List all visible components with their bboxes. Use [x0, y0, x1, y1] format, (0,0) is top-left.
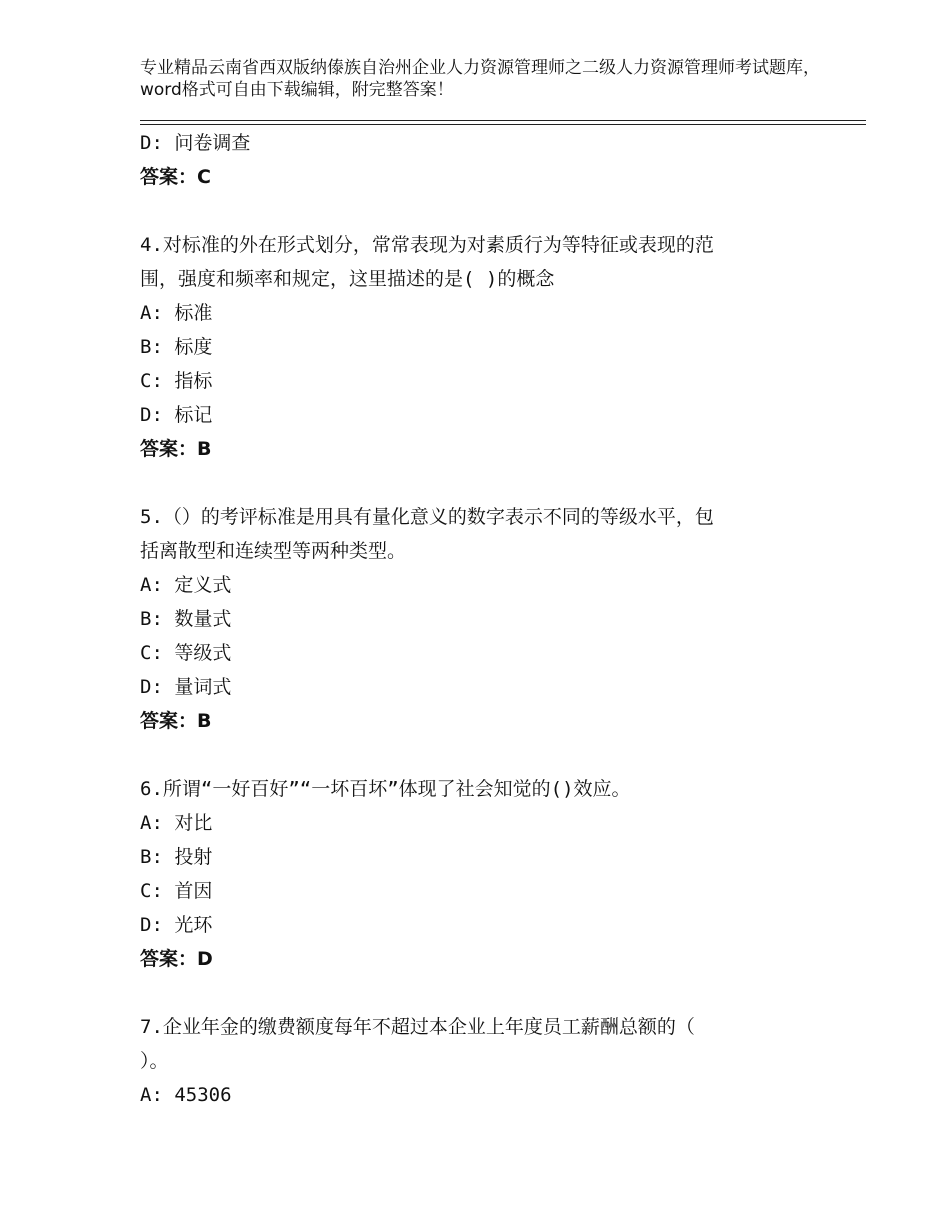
option-a: A: 定义式: [140, 574, 232, 596]
option-b: B: 投射: [140, 846, 213, 868]
question-text-line: 7.企业年金的缴费额度每年不超过本企业上年度员工薪酬总额的（: [140, 1016, 695, 1038]
option-d: D: 标记: [140, 404, 213, 426]
document-header: [140, 57, 840, 101]
option-d: D: 光环: [140, 914, 213, 936]
question-list: [140, 126, 820, 1112]
header-divider-top: [140, 120, 866, 121]
question-4: [140, 228, 820, 466]
option-d: D: 量词式: [140, 676, 232, 698]
question-7: [140, 1010, 820, 1112]
question-3-tail: [140, 126, 820, 194]
option-c: C: 指标: [140, 370, 213, 392]
question-text-line: 括离散型和连续型等两种类型。: [140, 540, 407, 562]
option-a: A: 标准: [140, 302, 213, 324]
document-title: 专业精品云南省西双版纳傣族自治州企业人力资源管理师之二级人力资源管理师考试题库，word格式可自由下载编辑，附完整答案！: [140, 58, 820, 100]
question-6: [140, 772, 820, 976]
option-a: A: 45306: [140, 1084, 232, 1106]
option-c: C: 等级式: [140, 642, 232, 664]
answer-line: 答案：C: [140, 166, 211, 188]
answer-line: 答案：D: [140, 948, 213, 970]
option-d: D: 问卷调查: [140, 132, 251, 154]
option-a: A: 对比: [140, 812, 213, 834]
option-b: B: 数量式: [140, 608, 232, 630]
header-divider-bottom: [140, 124, 866, 125]
answer-line: 答案：B: [140, 710, 212, 732]
question-5: [140, 500, 820, 738]
answer-line: 答案：B: [140, 438, 212, 460]
question-text-line: 5.（）的考评标准是用具有量化意义的数字表示不同的等级水平，包: [140, 506, 714, 528]
question-text-line: 4.对标准的外在形式划分，常常表现为对素质行为等特征或表现的范: [140, 234, 714, 256]
question-text-line: 6.所谓“一好百好”“一坏百坏”体现了社会知觉的()效应。: [140, 778, 631, 800]
option-c: C: 首因: [140, 880, 213, 902]
option-b: B: 标度: [140, 336, 213, 358]
question-text-line: 围，强度和频率和规定，这里描述的是( )的概念: [140, 268, 555, 290]
question-text-line: ）。: [140, 1050, 169, 1072]
